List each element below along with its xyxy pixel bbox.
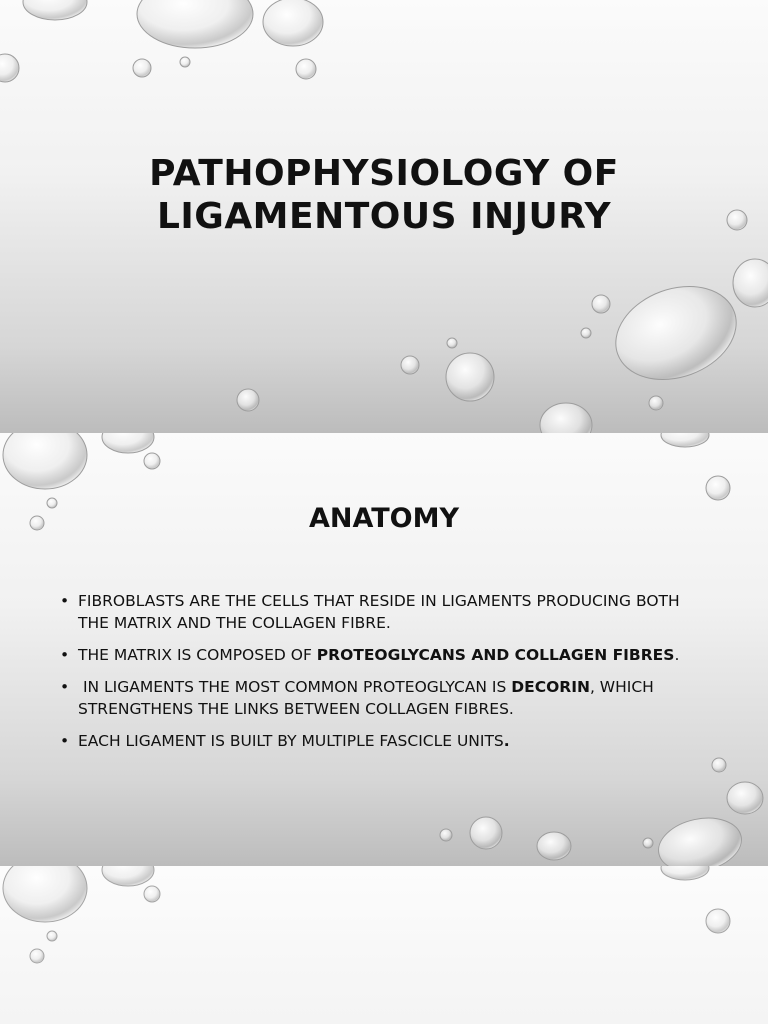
slide-heading: ANATOMY [308, 503, 460, 534]
bullet-item [60, 676, 710, 720]
bullet-item [60, 590, 710, 634]
bullet-text: , WHICH STRENGTHENS THE LINKS BETWEEN COLLAGEN FIBRES. [78, 678, 654, 718]
bullet-text: EACH LIGAMENT IS BUILT BY MULTIPLE FASCICLE UNITS [78, 732, 504, 750]
next-slide-partial [0, 866, 768, 1024]
slide-title [0, 152, 768, 238]
bullet-text: . [674, 646, 680, 664]
title-slide [0, 0, 768, 433]
bullet-bold-text: PROTEOGLYCANS AND COLLAGEN FIBRES [316, 646, 675, 664]
bullet-text: FIBROBLASTS ARE THE CELLS THAT RESIDE IN LIGAMENTS PRODUCING BOTH THE MATRIX AND THE COLLAGEN FIBRE. [78, 592, 680, 632]
bullet-item [60, 644, 710, 666]
bullet-bold-text: DECORIN [511, 678, 590, 696]
bullet-list [60, 590, 710, 762]
bullet-item [60, 730, 710, 752]
title-line-1: PATHOPHYSIOLOGY OF [149, 153, 619, 194]
bullet-text: THE MATRIX IS COMPOSED OF [78, 646, 317, 664]
water-drops-decoration [0, 866, 768, 1024]
bullet-bold-text: . [503, 732, 510, 750]
anatomy-slide [0, 433, 768, 866]
bullet-text: IN LIGAMENTS THE MOST COMMON PROTEOGLYCAN IS [78, 678, 512, 696]
title-line-2: LIGAMENTOUS INJURY [156, 196, 612, 237]
